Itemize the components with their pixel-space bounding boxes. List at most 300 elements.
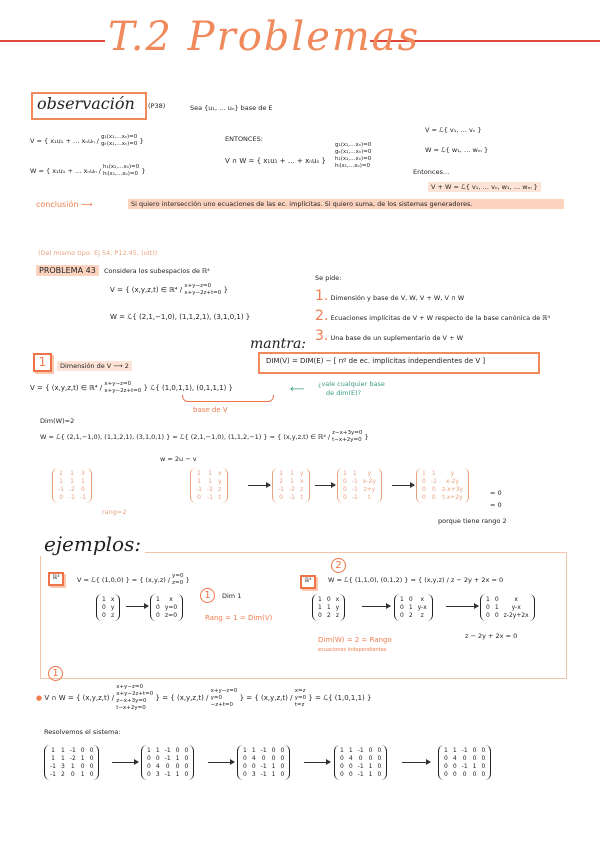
matrix-cell: -1 [461, 763, 468, 770]
matrix-cell: 0 [102, 612, 106, 619]
matrix-cell: 0 [89, 771, 94, 778]
matrix-cell: 0 [147, 771, 151, 778]
matrix-cell: 0 [444, 755, 448, 762]
matrix [312, 594, 345, 621]
eq: x+y−z=0 [184, 283, 212, 289]
matrix-cell: 0 [400, 612, 404, 619]
matrix-cell: x [335, 596, 340, 603]
matrix-cell: t [368, 494, 371, 501]
matrix-cell: 0 [368, 755, 373, 762]
matrix-cell: 1 [70, 470, 74, 477]
text: } = { (x,y,z,t) / [155, 694, 209, 702]
matrix-cell: y [299, 470, 304, 477]
matrix-cell: -1 [58, 486, 64, 493]
matrix-cell: 0 [81, 486, 85, 493]
matrix-cell: 1 [155, 747, 160, 754]
arrow-icon [315, 485, 335, 486]
matrix-cell: 0 [377, 763, 382, 770]
matrix-cell: -1 [430, 478, 437, 485]
matrix-cell: 0 [358, 755, 363, 762]
matrix-cell: 1 [70, 763, 75, 770]
matrix-cell: -1 [260, 771, 267, 778]
matrix-cell: z=0 [165, 612, 178, 619]
circled-number: 2 [331, 558, 346, 573]
eqs [211, 688, 238, 709]
matrix-cell: 1 [80, 755, 85, 762]
matrix-cell: 2 [60, 771, 65, 778]
matrix-cell: 1 [279, 470, 283, 477]
matrix-cell: 1 [208, 478, 212, 485]
matrix-cell: 1 [208, 470, 212, 477]
matrix-cell: 0 [326, 596, 331, 603]
porque-note: porque tiene rango 2 [438, 517, 507, 525]
matrix-cell: 1 [175, 771, 180, 778]
eq: hₗ(x₁,…xₙ)=0 [335, 163, 370, 169]
matrix-cell: 4 [452, 755, 457, 762]
matrix-cell: 0 [343, 494, 347, 501]
eqs [172, 573, 183, 587]
matrix-cell: 1 [81, 478, 85, 485]
def-text: V = ℒ{ (1,0,0) } = { (x,y,z) / [77, 576, 171, 584]
rank-label: Rang = 1 = Dim(V) [205, 614, 273, 622]
task-text: Ecuaciones implícitas de V + W respecto de la base canónica de ℝ⁴ [330, 314, 551, 322]
matrix-cell: 4 [251, 755, 256, 762]
eq: t−x+2y=0 [332, 437, 362, 443]
eq: −z+t=0 [210, 701, 233, 708]
matrix-cell: -1 [164, 747, 171, 754]
matrix-cell: -1 [357, 771, 364, 778]
matrix-cell: 1 [51, 755, 55, 762]
task-3 [315, 328, 463, 344]
matrix-cell: 1 [290, 478, 294, 485]
matrix-cell: z [218, 486, 222, 493]
matrix-cell: 0 [472, 771, 477, 778]
w-definition: W = { x₁u₁ + … xₙuₙ / h₁(x₁,…xₙ)=0 hₗ(x₁,…xₙ)=0 } [30, 164, 146, 177]
matrix-cell: -2 [288, 486, 295, 493]
matrix-cell: 0 [147, 755, 151, 762]
matrix-cell: 3 [155, 771, 160, 778]
matrix-cell: 0 [243, 763, 247, 770]
matrix [480, 594, 535, 621]
conclusion-label: conclusión ⟶ [36, 200, 93, 209]
matrix-cell: 0 [89, 755, 94, 762]
matrix-cell: -1 [351, 486, 358, 493]
matrix-cell: 0 [59, 494, 63, 501]
matrix-cell: 0 [175, 747, 180, 754]
text: V ∩ W = { (x,y,z,t) / [44, 694, 115, 702]
matrix-cell: 0 [431, 486, 436, 493]
matrix-cell: 1 [197, 478, 201, 485]
matrix-cell: y-x [417, 604, 427, 611]
arrow-icon [248, 485, 270, 486]
matrix-cell: 0 [89, 747, 94, 754]
matrix-cell: 0 [102, 604, 106, 611]
matrix-cell: 0 [340, 763, 344, 770]
matrix-cell: 0 [340, 755, 344, 762]
matrix-cell: -1 [164, 755, 171, 762]
matrix-cell: x-2y [445, 478, 459, 485]
space-label: ℝ³ [48, 572, 64, 586]
eq: x+y−z=0 [104, 381, 132, 387]
matrix-cell: 0 [343, 478, 347, 485]
se-pide-label: Se pide: [315, 274, 342, 282]
matrix-cell: 0 [481, 747, 486, 754]
w-def-text: W = { x₁u₁ + … xₙuₙ / [30, 167, 101, 175]
matrix-cell: 0 [271, 747, 276, 754]
eq: gₖ(x₁,…xₙ)=0 [335, 149, 372, 155]
matrix-cell: 0 [261, 755, 266, 762]
conclusion-text: Si quiero intersección uno ecuaciones de las ec. implícitas. Si quiero suma, de los sistemas generadores. [128, 199, 564, 209]
matrix-cell: 0 [462, 771, 467, 778]
matrix-cell: z-2y+2x [503, 612, 529, 619]
matrix-cell: z [300, 486, 304, 493]
matrix-cell: 3 [60, 763, 65, 770]
v-def-text: V = { x₁u₁ + … xₙuₙ / [30, 137, 99, 145]
intersection-eqs [335, 142, 371, 170]
matrix-cell: 1 [431, 470, 436, 477]
intersection-def: V ∩ W = { x₁u₁ + … + xₙuₙ } [225, 157, 326, 165]
matrix-cell: 0 [280, 747, 285, 754]
matrix-cell: 0 [197, 494, 201, 501]
v-eqs [101, 134, 137, 148]
matrix-cell: y [450, 470, 455, 477]
part-heading: Dimensión de V ⟶ 2 [57, 361, 132, 371]
matrix-cell: -1 [351, 478, 358, 485]
note-line: de dim(E)? [326, 389, 362, 397]
eq: z−x+3y=0 [116, 698, 147, 704]
matrix-cell: 0 [422, 478, 426, 485]
task-number: 3. [315, 328, 329, 344]
matrix-cell: 1 [147, 747, 151, 754]
eq: x+y−2z+t=0 [184, 290, 222, 296]
matrix-cell: 1 [340, 747, 344, 754]
matrix-cell: 2 [326, 612, 331, 619]
w-span: W = ℒ{ w₁, … wₘ } [425, 146, 489, 154]
arrow-icon [392, 485, 414, 486]
v-text: V = { (x,y,z,t) ∈ ℝ⁴ / [110, 286, 183, 294]
matrix-cell: y [110, 604, 115, 611]
dim-label: Dim 1 [222, 592, 242, 600]
matrix-cell: 0 [280, 771, 285, 778]
eq: y=0 [172, 573, 184, 579]
matrix-cell: 1 [486, 596, 490, 603]
eq: hₗ(x₁,…xₙ)=0 [103, 171, 138, 177]
matrix [141, 745, 194, 780]
eq: x+y−z=0 [116, 684, 144, 690]
matrix-cell: x [299, 478, 304, 485]
eq: y=0 [210, 694, 222, 701]
matrix-cell: 1 [444, 747, 448, 754]
observacion-sea: Sea {u₁, … uₙ} base de E [190, 104, 273, 112]
brace [182, 395, 274, 402]
matrix-cell: 0 [80, 763, 85, 770]
matrix-cell: -1 [260, 763, 267, 770]
matrix-cell: -1 [278, 486, 284, 493]
matrix-cell: 2 [59, 470, 63, 477]
matrix-cell: 0 [486, 612, 490, 619]
matrix-cell: z [420, 612, 424, 619]
matrix [438, 745, 491, 780]
matrix-cell: -1 [351, 494, 358, 501]
w-eqs [103, 164, 139, 178]
matrix-cell: 1 [80, 771, 85, 778]
matrix-cell: 0 [368, 747, 373, 754]
eq: g₁(x₁,…xₙ)=0 [101, 134, 138, 140]
arrow-icon [446, 606, 478, 607]
matrix-cell: 0 [156, 604, 160, 611]
observacion-heading: observación [37, 94, 135, 113]
matrix-cell: x [169, 596, 173, 603]
matrix-cell: -1 [461, 747, 468, 754]
teal-note [318, 380, 385, 398]
matrix-cell: 0 [486, 604, 490, 611]
matrix-cell: 0 [251, 763, 256, 770]
matrix-cell: 0 [243, 755, 247, 762]
eq: x+y−2z+t=0 [116, 691, 154, 697]
matrix-cell: z [335, 612, 340, 619]
matrix-cell: -1 [68, 494, 75, 501]
matrix [150, 594, 183, 621]
base-label: base de V [193, 406, 228, 414]
page-title: T.2 Problemas [108, 14, 421, 60]
matrix-cell: 0 [318, 612, 322, 619]
v-eqs [184, 283, 221, 297]
matrix-cell: z [111, 612, 115, 619]
matrix-cell: 0 [340, 771, 344, 778]
matrix-cell: 0 [348, 771, 353, 778]
dim-label: Dim(W) = 2 = Rango [318, 636, 392, 644]
matrix-cell: -1 [164, 771, 171, 778]
matrix-cell: 1 [326, 604, 331, 611]
matrix-cell: z-x+3y [441, 486, 464, 493]
task-1 [315, 288, 464, 304]
matrix-cell: -1 [69, 747, 76, 754]
matrix-cell: 3 [251, 771, 256, 778]
eq: t−x+2y=0 [116, 705, 146, 711]
matrix-cell: 0 [494, 596, 499, 603]
matrix-cell: -1 [196, 486, 202, 493]
matrix-cell: 0 [280, 763, 285, 770]
entonces-label: ENTONCES: [225, 135, 263, 143]
ex1-def: V = ℒ{ (1,0,0) } = { (x,y,z) / y=0 z=0 } [77, 573, 190, 586]
matrix-cell: -1 [206, 494, 213, 501]
examples-heading: ejemplos: [40, 532, 145, 556]
matrix-cell: x [217, 470, 222, 477]
dim-w: Dim(W)=2 [40, 417, 75, 425]
eq: x+y−2z+t=0 [104, 388, 142, 394]
matrix-cell: 1 [422, 470, 426, 477]
matrix-cell: 0 [444, 771, 448, 778]
note-line: ¿vale cualquier base [318, 380, 385, 388]
matrix-cell: x [420, 596, 425, 603]
matrix-cell: 2 [408, 612, 413, 619]
matrix [96, 594, 120, 621]
matrix-cell: x-2y [362, 478, 376, 485]
matrix-cell: -1 [260, 747, 267, 754]
matrix-cell: 1 [472, 763, 477, 770]
task-text: Una base de un suplementario de V + W [330, 334, 464, 342]
matrix-cell: 1 [343, 470, 347, 477]
matrix-cell: 0 [472, 755, 477, 762]
eq: z=0 [172, 580, 184, 586]
matrix-cell: 1 [243, 747, 247, 754]
matrix-cell: -1 [357, 747, 364, 754]
matrix-cell: t-x+2y [442, 494, 463, 501]
matrix [190, 468, 228, 503]
matrix-cell: y [217, 478, 222, 485]
matrix-cell: 1 [102, 596, 106, 603]
matrix-cell: -2 [206, 486, 213, 493]
w-eqs [332, 430, 362, 444]
matrix-cell: 1 [70, 478, 74, 485]
matrix-cell: 0 [279, 494, 283, 501]
eq: t=z [294, 701, 305, 708]
matrix-cell: -1 [288, 494, 295, 501]
v-eqs [104, 381, 141, 395]
conclusion-label-text: conclusión [36, 200, 79, 209]
matrix-cell: 1 [60, 755, 65, 762]
task-number: 1. [315, 288, 329, 304]
matrix-cell: 0 [70, 771, 75, 778]
matrix-cell: 1 [51, 747, 55, 754]
matrix-cell: -1 [50, 771, 56, 778]
matrix-cell: 0 [175, 763, 180, 770]
eq: g₁(x₁,…xₙ)=0 [335, 142, 372, 148]
matrix-cell: 1 [368, 763, 373, 770]
matrix-cell: 0 [184, 755, 189, 762]
arrow-icon [402, 762, 430, 763]
matrix-cell: 1 [400, 596, 404, 603]
matrix-cell: y=0 [164, 604, 178, 611]
matrix [416, 468, 469, 503]
relation: w = 2u − v [160, 455, 197, 463]
v-span: } ℒ{ (1,0,1,1), (0,1,1,1) } [143, 384, 234, 392]
eq: h₁(x₁,…xₙ)=0 [335, 156, 372, 162]
matrix-cell: 0 [377, 771, 382, 778]
arrow-icon [112, 762, 138, 763]
problem-intro: Considera los subespacios de ℝ⁴ [104, 267, 210, 275]
matrix-cell: z+y [363, 486, 376, 493]
matrix-cell: -2 [69, 755, 76, 762]
dim-note: ecuaciones independientes [318, 647, 387, 653]
space-label: ℝ³ [300, 575, 316, 589]
v-base [30, 381, 233, 395]
matrix-cell: 1 [59, 478, 63, 485]
matrix [394, 594, 433, 621]
similar-note: (Del mismo tipo: Ej 54, P12.45, (ult)) [38, 249, 158, 257]
matrix-cell: 0 [155, 755, 160, 762]
task-number: 2. [315, 308, 329, 324]
matrix-cell: y [367, 470, 372, 477]
matrix [237, 745, 290, 780]
matrix [52, 468, 92, 503]
matrix-cell: 0 [431, 494, 436, 501]
eq: z−x+3y=0 [332, 430, 363, 436]
matrix-cell: 0 [422, 486, 426, 493]
matrix-cell: 0 [422, 494, 426, 501]
matrix-cell: y-x [511, 604, 521, 611]
matrix-cell: 0 [80, 747, 85, 754]
matrix-cell: 2 [197, 470, 201, 477]
matrix-cell: t [300, 494, 303, 501]
matrix-cell: 1 [494, 604, 499, 611]
matrix-cell: 1 [352, 470, 357, 477]
eq: h₁(x₁,…xₙ)=0 [103, 164, 140, 170]
matrix-cell: x [110, 596, 115, 603]
equals-zero: = 0 [490, 489, 502, 497]
matrix-cell: 0 [343, 486, 347, 493]
matrix-cell: 0 [156, 612, 160, 619]
v-text: V = { (x,y,z,t) ∈ ℝ⁴ / [30, 384, 103, 392]
w-text: W = ℒ{ (2,1,−1,0), (1,1,2,1), (3,1,0,1) } = ℒ{ (2,1,−1,0), (1,1,2,−1) } = { (x,y,z,t) ∈ ℝ⁴ / [40, 433, 331, 441]
matrix-cell: 0 [348, 763, 353, 770]
part-number: 1 [33, 353, 52, 372]
text: } = ℒ{ (1,0,1,1) } [308, 694, 372, 702]
observacion-ref: (P38) [148, 102, 166, 110]
matrix-cell: -1 [79, 494, 86, 501]
matrix-cell: y [335, 604, 340, 611]
matrix [44, 745, 99, 780]
matrix-cell: 1 [318, 596, 322, 603]
matrix-cell: 0 [452, 763, 457, 770]
matrix-cell: 1 [156, 596, 160, 603]
matrix-cell: 0 [481, 755, 486, 762]
matrix-cell: 0 [377, 755, 382, 762]
matrix-cell: 1 [60, 747, 65, 754]
result-eq: z − 2y + 2x = 0 [465, 632, 518, 640]
matrix-cell: 0 [400, 604, 404, 611]
eq: gₖ(x₁,…xₙ)=0 [101, 141, 138, 147]
matrix-cell: 1 [290, 470, 294, 477]
matrix-cell: 1 [318, 604, 322, 611]
matrix-cell: 1 [175, 755, 180, 762]
matrix-cell: 2 [279, 478, 283, 485]
mantra-label: mantra: [250, 336, 307, 352]
matrix-cell: 0 [147, 763, 151, 770]
intersection-row [36, 684, 371, 712]
title-underline-left [0, 40, 105, 42]
resolvemos-label: Resolvemos el sistema: [44, 728, 121, 736]
matrix-cell: -1 [50, 763, 56, 770]
matrix-cell: 0 [481, 771, 486, 778]
problem-label: PROBLEMA 43 [36, 265, 99, 276]
equals-zero: = 0 [490, 501, 502, 509]
matrix-cell: 3 [81, 470, 85, 477]
matrix-cell: 0 [377, 747, 382, 754]
matrix-cell: 0 [494, 612, 499, 619]
matrix-cell: 0 [481, 763, 486, 770]
bullet-icon: ● [36, 694, 43, 702]
matrix [272, 468, 310, 503]
eqs [116, 684, 153, 712]
eqs [295, 688, 306, 709]
matrix-cell: 4 [155, 763, 160, 770]
matrix-cell: 1 [251, 747, 256, 754]
problem-w: W = ℒ{ (2,1,−1,0), (1,1,2,1), (3,1,0,1) } [110, 313, 251, 321]
matrix-cell: 0 [243, 771, 247, 778]
arrow-icon: ⟵ [290, 384, 305, 395]
matrix-cell: 1 [452, 747, 457, 754]
arrow-icon [126, 606, 148, 607]
ex2-def: W = ℒ{ (1,1,0), (0,1,2) } = { (x,y,z) / z − 2y + 2x = 0 [328, 576, 504, 584]
eq: y=0 [294, 694, 307, 701]
matrix-cell: 1 [348, 747, 353, 754]
matrix-cell: 0 [280, 755, 285, 762]
matrix-cell: 0 [89, 763, 94, 770]
eq: x=z [294, 687, 306, 694]
problem-v: V = { (x,y,z,t) ∈ ℝ⁴ / x+y−z=0 x+y−2z+t=0 } [110, 283, 229, 296]
matrix-cell: 0 [165, 763, 170, 770]
